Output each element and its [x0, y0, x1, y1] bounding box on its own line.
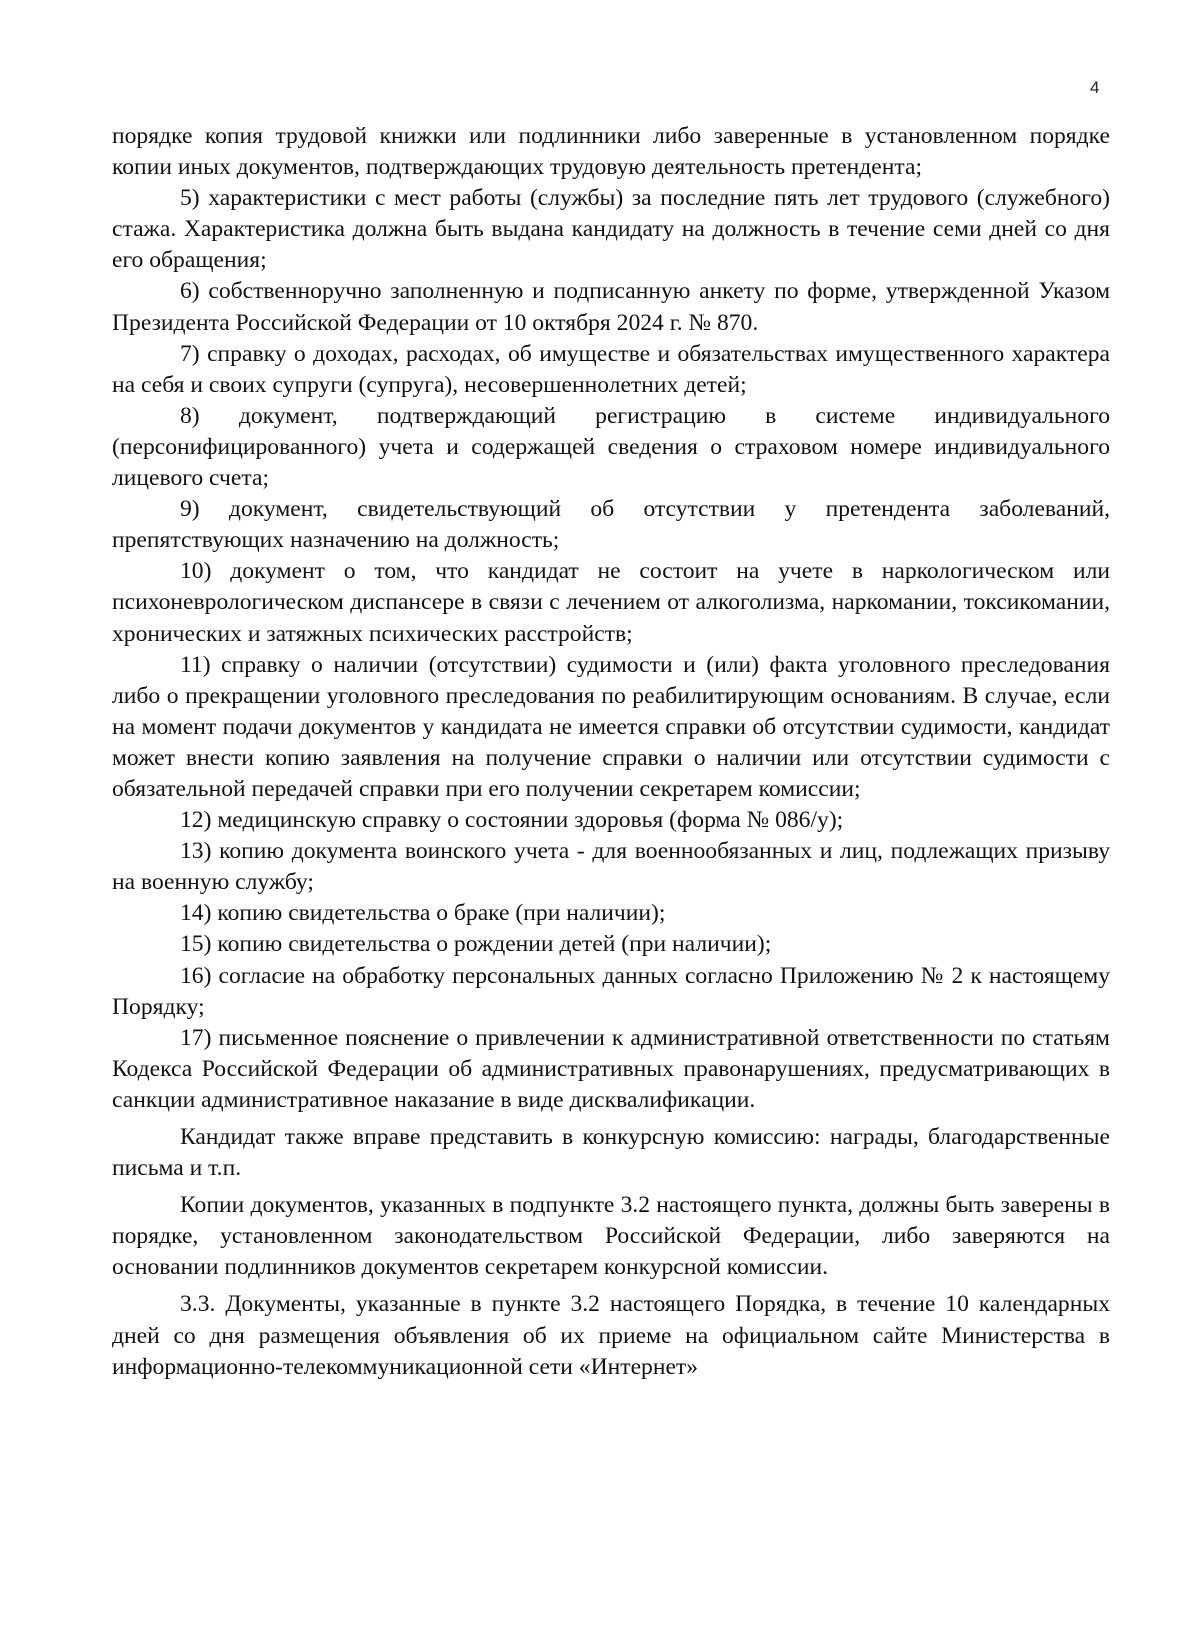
list-item-16: 16) согласие на обработку персональных данных согласно Приложению № 2 к настоящему Порядку; — [112, 962, 1110, 1020]
list-item-11: 11) справку о наличии (отсутствии) судимости и (или) факта уголовного преследования либо о прекращении уголовного преследования по реабилитирующим основаниям. В случае, если на момент подачи документов у кандидата не имеется справки об отсутствии судимости, кандидат может внести копию заявления на получение справки о наличии или отсутствии судимости с обязательной передачей справки при его получении секретарем комиссии; — [112, 651, 1110, 802]
list-item-14: 14) копию свидетельства о браке (при наличии); — [180, 900, 666, 927]
list-item-12: 12) медицинскую справку о состоянии здоровья (форма № 086/у); — [180, 807, 844, 834]
list-item-5: 5) характеристики с мест работы (службы) за последние пять лет трудового (служебного) стажа. Характеристика должна быть выдана кандидату на должность в течение семи дней со дня его обращения; — [112, 185, 1110, 274]
list-item-7: 7) справку о доходах, расходах, об имуществе и обязательствах имущественного характера на себя и своих супруги (супруга), несовершеннолетних детей; — [112, 340, 1110, 398]
list-item-15: 15) копию свидетельства о рождении детей (при наличии); — [180, 931, 772, 958]
paragraph-additional-documents: Кандидат также вправе представить в конкурсную комиссию: награды, благодарственные письма и т.п. — [112, 1124, 1110, 1182]
list-item-6: 6) собственноручно заполненную и подписанную анкету по форме, утвержденной Указом Президента Российской Федерации от 10 октября 2024 г. № 870. — [112, 278, 1110, 336]
list-item-13: 13) копию документа воинского учета - для военнообязанных и лиц, подлежащих призыву на военную службу; — [112, 838, 1110, 896]
document-body — [112, 121, 1110, 1383]
list-item-9: 9) документ, свидетельствующий об отсутствии у претендента заболеваний, препятствующих назначению на должность; — [112, 496, 1110, 554]
paragraph-3-3: 3.3. Документы, указанные в пункте 3.2 настоящего Порядка, в течение 10 календарных дней со дня размещения объявления об их приеме на официальном сайте Министерства в информационно-телекоммуникационной сети «Интернет» — [112, 1291, 1110, 1380]
paragraph-continuation: порядке копия трудовой книжки или подлинники либо заверенные в установленном порядке копии иных документов, подтверждающих трудовую деятельность претендента; — [112, 123, 1110, 181]
paragraph-copies-certification: Копии документов, указанных в подпункте 3.2 настоящего пункта, должны быть заверены в порядке, установленном законодательством Российской Федерации, либо заверяются на основании подлинников документов секретарем конкурсной комиссии. — [112, 1192, 1110, 1281]
page-number: 4 — [1090, 78, 1100, 97]
list-item-10: 10) документ о том, что кандидат не состоит на учете в наркологическом или психоневрологическом диспансере в связи с лечением от алкоголизма, наркомании, токсикомании, хронических и затяжных психических расстройств; — [112, 558, 1110, 647]
list-item-17: 17) письменное пояснение о привлечении к административной ответственности по статьям Кодекса Российской Федерации об административных правонарушениях, предусматривающих в санкции административное наказание в виде дисквалификации. — [112, 1024, 1110, 1113]
list-item-8: 8) документ, подтверждающий регистрацию в системе индивидуального (персонифицированного) учета и содержащей сведения о страховом номере индивидуального лицевого счета; — [112, 402, 1110, 492]
